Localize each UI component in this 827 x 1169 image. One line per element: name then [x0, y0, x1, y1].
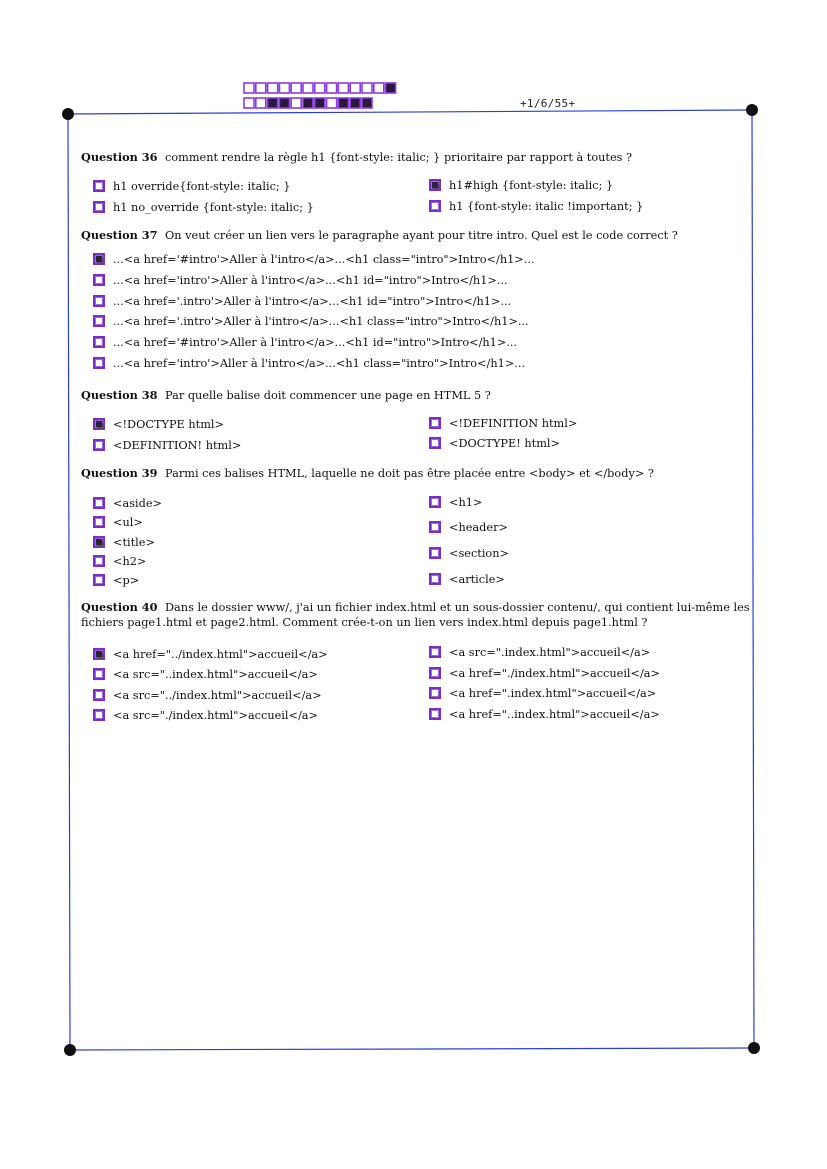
answer-label: <article>: [449, 573, 505, 586]
answer-checkbox[interactable]: [93, 668, 105, 680]
answer-checkbox[interactable]: [93, 274, 105, 286]
answer-label: <a href="../index.html">accueil</a>: [113, 648, 328, 661]
answer-label: <h2>: [113, 555, 147, 568]
answer-checkbox[interactable]: [93, 357, 105, 369]
answer-label: <section>: [449, 547, 509, 560]
code-mark: [268, 83, 278, 93]
answer-checkbox[interactable]: [429, 687, 441, 699]
question-38-heading: [81, 388, 751, 403]
corner-mark-bottom-left: [64, 1044, 76, 1056]
answer-checkbox[interactable]: [429, 437, 441, 449]
code-mark: [362, 98, 372, 108]
question-label: Question 40: [81, 600, 158, 614]
code-mark: [338, 98, 348, 108]
answer-checkbox[interactable]: [429, 667, 441, 679]
answer-checkbox[interactable]: [93, 295, 105, 307]
code-mark: [362, 83, 372, 93]
answer-checkbox[interactable]: [429, 200, 441, 212]
answer-checkbox[interactable]: [93, 439, 105, 451]
question-text: comment rendre la règle h1 {font-style: italic; } prioritaire par rapport à toutes ?: [165, 151, 633, 164]
answer-checkbox[interactable]: [429, 417, 441, 429]
question-label: Question 37: [81, 228, 158, 242]
question-text: On veut créer un lien vers le paragraphe ayant pour titre intro. Quel est le code correct ?: [165, 229, 678, 242]
question-39-heading: [81, 466, 751, 481]
answer-checkbox[interactable]: [93, 574, 105, 586]
answer-label: h1#high {font-style: italic; }: [449, 179, 614, 192]
answer-label: <h1>: [449, 496, 483, 509]
answer-label: <a src="./index.html">accueil</a>: [113, 709, 318, 722]
answer-label: ...<a href='.intro'>Aller à l'intro</a>...<h1 id="intro">Intro</h1>...: [113, 295, 512, 308]
code-mark: [291, 83, 301, 93]
answer-checkbox[interactable]: [93, 336, 105, 348]
answer-label: ...<a href='.intro'>Aller à l'intro</a>...<h1 class="intro">Intro</h1>...: [113, 315, 529, 328]
answer-label: <header>: [449, 521, 508, 534]
answer-label: h1 no_override {font-style: italic; }: [113, 201, 314, 214]
code-mark: [338, 83, 348, 93]
answer-label: <a src="..index.html">accueil</a>: [113, 668, 318, 681]
answer-checkbox[interactable]: [429, 179, 441, 191]
answer-checkbox[interactable]: [93, 180, 105, 192]
answer-label: <DOCTYPE! html>: [449, 437, 561, 450]
answer-label: h1 override{font-style: italic; }: [113, 180, 291, 193]
answer-label: <DEFINITION! html>: [113, 439, 242, 452]
answer-checkbox[interactable]: [429, 496, 441, 508]
corner-mark-bottom-right: [748, 1042, 760, 1054]
answer-label: <a src=".index.html">accueil</a>: [449, 646, 651, 659]
answer-checkbox[interactable]: [93, 536, 105, 548]
code-mark: [279, 83, 289, 93]
answer-checkbox[interactable]: [429, 547, 441, 559]
answer-label: ...<a href='#intro'>Aller à l'intro</a>...<h1 id="intro">Intro</h1>...: [113, 336, 518, 349]
question-text: Par quelle balise doit commencer une page en HTML 5 ?: [165, 389, 491, 402]
code-mark: [291, 98, 301, 108]
answer-label: ...<a href='#intro'>Aller à l'intro</a>...<h1 class="intro">Intro</h1>...: [113, 253, 535, 266]
answer-label: h1 {font-style: italic !important; }: [449, 200, 644, 213]
answer-checkbox[interactable]: [93, 648, 105, 660]
question-text: Dans le dossier www/, j'ai un fichier index.html et un sous-dossier contenu/, qui contient lui-même les fichiers page1.html et page2.html. Comment crée-t-on un lien vers index.html depuis page1.html ?: [81, 601, 750, 629]
question-40-heading: [81, 600, 751, 630]
answer-label: <!DOCTYPE html>: [113, 418, 225, 431]
answer-label: <p>: [113, 574, 140, 587]
question-37-heading: [81, 228, 751, 243]
answer-checkbox[interactable]: [93, 555, 105, 567]
answer-checkbox[interactable]: [429, 646, 441, 658]
code-mark: [327, 98, 337, 108]
code-mark: [327, 83, 337, 93]
code-mark: [244, 98, 254, 108]
answer-checkbox[interactable]: [429, 708, 441, 720]
answer-checkbox[interactable]: [93, 516, 105, 528]
answer-label: <!DEFINITION html>: [449, 417, 578, 430]
answer-label: <title>: [113, 536, 155, 549]
answer-label: ...<a href='intro'>Aller à l'intro</a>...<h1 class="intro">Intro</h1>...: [113, 357, 526, 370]
answer-label: <aside>: [113, 497, 162, 510]
code-mark: [256, 83, 266, 93]
page-code: +1/6/55+: [520, 97, 576, 110]
answer-label: <a href="./index.html">accueil</a>: [449, 667, 661, 680]
answer-checkbox[interactable]: [429, 573, 441, 585]
answer-checkbox[interactable]: [93, 315, 105, 327]
answer-checkbox[interactable]: [93, 253, 105, 265]
question-text: Parmi ces balises HTML, laquelle ne doit pas être placée entre <body> et </body> ?: [165, 467, 654, 480]
code-mark: [315, 98, 325, 108]
question-label: Question 36: [81, 150, 158, 164]
answer-checkbox[interactable]: [93, 497, 105, 509]
code-mark: [386, 83, 396, 93]
answer-checkbox[interactable]: [429, 521, 441, 533]
answer-label: <a src="../index.html">accueil</a>: [113, 689, 322, 702]
question-36-heading: [81, 150, 751, 165]
code-mark: [315, 83, 325, 93]
answer-checkbox[interactable]: [93, 418, 105, 430]
answer-checkbox[interactable]: [93, 201, 105, 213]
answer-checkbox[interactable]: [93, 689, 105, 701]
answer-label: ...<a href='intro'>Aller à l'intro</a>...<h1 id="intro">Intro</h1>...: [113, 274, 508, 287]
corner-mark-top-left: [62, 108, 74, 120]
code-mark: [303, 83, 313, 93]
code-mark: [350, 83, 360, 93]
code-mark: [350, 98, 360, 108]
code-mark: [268, 98, 278, 108]
code-mark: [256, 98, 266, 108]
answer-label: <a href=".index.html">accueil</a>: [449, 687, 657, 700]
question-label: Question 39: [81, 466, 158, 480]
question-label: Question 38: [81, 388, 158, 402]
answer-checkbox[interactable]: [93, 709, 105, 721]
answer-label: <a href="..index.html">accueil</a>: [449, 708, 660, 721]
code-mark: [244, 83, 254, 93]
corner-mark-top-right: [746, 104, 758, 116]
answer-label: <ul>: [113, 516, 143, 529]
code-mark: [303, 98, 313, 108]
binary-code-marks: [244, 83, 396, 108]
code-mark: [279, 98, 289, 108]
code-mark: [374, 83, 384, 93]
